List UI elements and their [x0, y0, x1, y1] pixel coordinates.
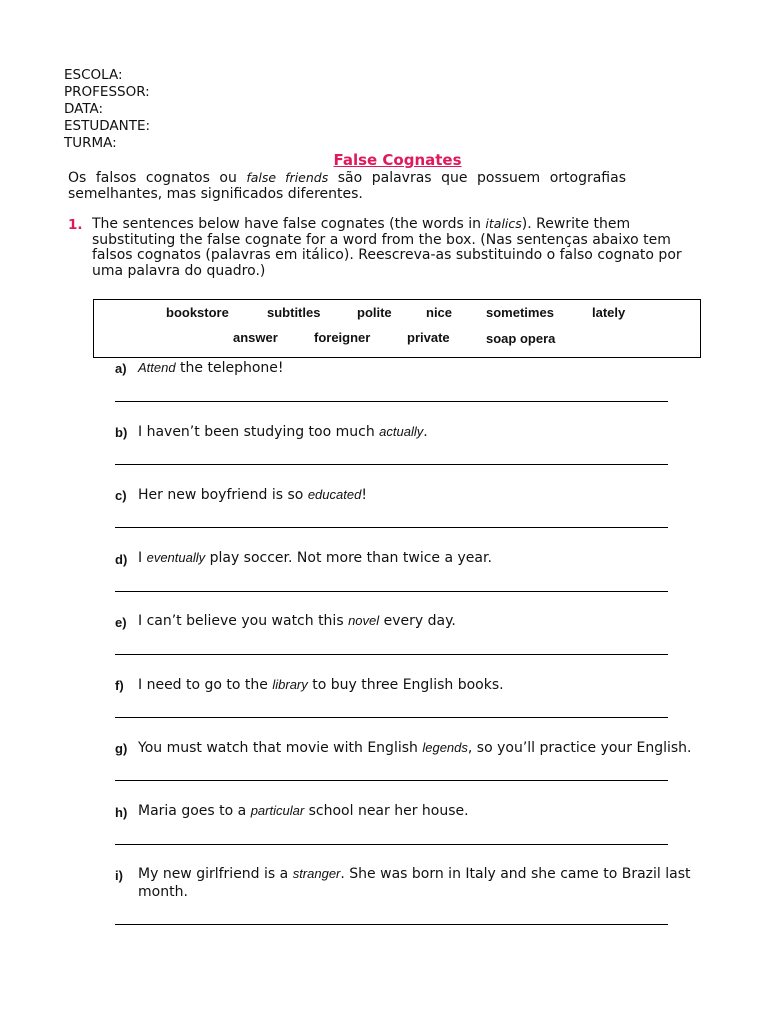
word-bookstore: bookstore — [166, 305, 229, 320]
intro-italic-term: false friends — [246, 170, 329, 185]
sentence-pre: I need to go to the — [138, 677, 273, 693]
item-letter: a) — [115, 361, 127, 376]
exercise-number: 1. — [68, 217, 83, 233]
item-letter: c) — [115, 488, 127, 503]
word-nice: nice — [426, 305, 453, 320]
answer-line[interactable] — [115, 591, 668, 592]
false-cognate-word: novel — [348, 613, 380, 628]
answer-line[interactable] — [115, 527, 668, 528]
false-cognate-word: library — [272, 677, 308, 692]
sentence-pre: I can’t believe you watch this — [138, 613, 349, 629]
word-answer: answer — [233, 330, 278, 345]
item-letter: i) — [115, 868, 123, 883]
instructions-italic-term: italics — [485, 216, 522, 231]
class-label: TURMA: — [64, 135, 117, 151]
false-cognate-word: Attend — [138, 360, 176, 375]
sentence-pre: I haven’t been studying too much — [138, 424, 380, 440]
item-letter: h) — [115, 805, 128, 820]
item-sentence — [138, 486, 706, 504]
false-cognate-word: stranger — [292, 866, 341, 881]
word-box — [93, 299, 701, 358]
item-letter: g) — [115, 741, 128, 756]
exercise-instructions — [92, 216, 702, 279]
sentence-pre: Her new boyfriend is so — [138, 487, 308, 503]
false-cognate-word: eventually — [146, 550, 206, 565]
sentence-post: . — [423, 424, 428, 440]
item-sentence — [138, 359, 706, 377]
word-foreigner: foreigner — [314, 330, 371, 345]
page-title: False Cognates — [333, 151, 462, 169]
student-label: ESTUDANTE: — [64, 118, 151, 134]
sentence-pre: I — [138, 550, 147, 566]
false-cognate-word: legends — [422, 740, 468, 755]
item-letter: f) — [115, 678, 124, 693]
word-polite: polite — [357, 305, 392, 320]
intro-text-end: são palavras que possuem ortografias semelhantes, mas significados diferentes. — [68, 170, 626, 202]
item-sentence — [138, 739, 706, 757]
answer-line[interactable] — [115, 924, 668, 925]
answer-line[interactable] — [115, 844, 668, 845]
word-private: private — [407, 330, 450, 345]
instructions-text-end: ). Rewrite them substituting the false cognate for a word from the box. (Nas sentenças abaixo tem falsos cognatos (palavras em itálico). Reescreva-as substituindo o falso cognato por uma palavra do quadro.) — [92, 216, 682, 279]
sentence-post: every day. — [379, 613, 456, 629]
word-lately: lately — [592, 305, 626, 320]
date-label: DATA: — [64, 101, 104, 117]
item-sentence — [138, 423, 706, 441]
instructions-text-start: The sentences below have false cognates (the words in — [92, 216, 486, 232]
answer-line[interactable] — [115, 717, 668, 718]
false-cognate-word: educated — [307, 487, 362, 502]
teacher-label: PROFESSOR: — [64, 84, 150, 100]
word-sometimes: sometimes — [486, 305, 554, 320]
answer-line[interactable] — [115, 401, 668, 402]
item-sentence — [138, 802, 706, 820]
word-subtitles: subtitles — [267, 305, 321, 320]
sentence-post: ! — [361, 487, 367, 503]
sentence-pre: My new girlfriend is a — [138, 866, 293, 882]
intro-paragraph — [68, 170, 626, 202]
sentence-post: school near her house. — [304, 803, 469, 819]
sentence-post: the telephone! — [175, 360, 284, 376]
item-letter: d) — [115, 552, 128, 567]
false-cognate-word: actually — [379, 424, 424, 439]
item-letter: e) — [115, 615, 127, 630]
item-sentence — [138, 865, 706, 901]
sentence-pre: Maria goes to a — [138, 803, 251, 819]
word-soap-opera: soap opera — [486, 331, 556, 346]
item-letter: b) — [115, 425, 128, 440]
item-sentence — [138, 549, 706, 567]
school-label: ESCOLA: — [64, 67, 123, 83]
sentence-post: . She was born in Italy and she came to Brazil last month. — [138, 866, 691, 900]
sentence-post: , so you’ll practice your English. — [467, 740, 692, 756]
sentence-post: play soccer. Not more than twice a year. — [205, 550, 492, 566]
answer-line[interactable] — [115, 654, 668, 655]
sentence-post: to buy three English books. — [307, 677, 504, 693]
answer-line[interactable] — [115, 780, 668, 781]
answer-line[interactable] — [115, 464, 668, 465]
sentence-pre: You must watch that movie with English — [138, 740, 423, 756]
item-sentence — [138, 676, 706, 694]
item-sentence — [138, 612, 706, 630]
intro-text-start: Os falsos cognatos ou — [68, 170, 247, 186]
false-cognate-word: particular — [250, 803, 305, 818]
